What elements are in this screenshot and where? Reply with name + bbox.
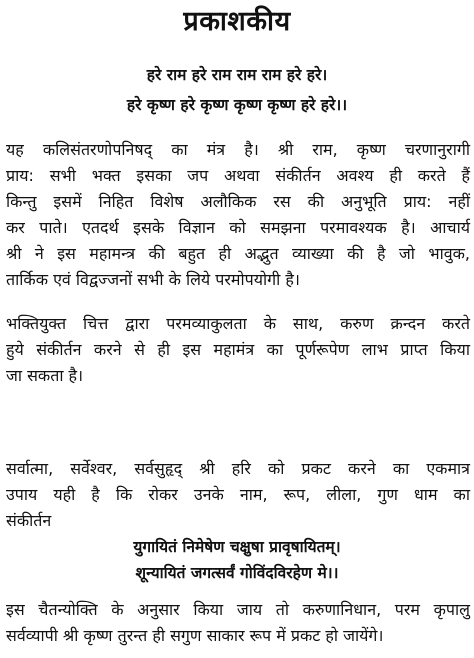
paragraph-line: श्री ने इस महामन्त्र की बहुत ही अद्भुत व्याख्या की है जो भावुक, xyxy=(6,244,470,263)
paragraph-means xyxy=(6,456,470,534)
paragraph-line: इस चैतन्योक्ति के अनुसार किया जाय तो करुणानिधान, परम कृपालु xyxy=(6,600,470,619)
paragraph-line: किन्तु इसमें निहित विशेष अलौकिक रस की अनुभूति प्राय: नहीं xyxy=(6,192,470,211)
paragraph-line: तार्किक एवं विद्वज्जनों सभी के लिये परमोपयोगी है। xyxy=(6,270,300,289)
paragraph-line: जा सकता है। xyxy=(6,366,84,385)
shloka-line-2: शून्यायितं जगत्सर्वं गोविंदविरहेण मे।। xyxy=(135,564,339,582)
shloka-line-1: युगायितं निमेषेण चक्षुषा प्रावृषायितम्। xyxy=(133,538,341,556)
paragraph-devotion xyxy=(6,311,470,389)
paragraph-line: सर्वात्मा, सर्वेश्वर, सर्वसुहृद् श्री हरि को प्रकट करने का एकमात्र xyxy=(6,459,470,478)
mantra-line-2: हरे कृष्ण हरे कृष्ण कृष्ण कृष्ण हरे हरे।। xyxy=(126,96,348,114)
mantra-line-1: हरे राम हरे राम राम राम हरे हरे। xyxy=(146,66,328,84)
paragraph-line: भक्तियुक्त चित्त द्वारा परमव्याकुलता के साथ, करुण क्रन्दन करते xyxy=(6,314,470,333)
paragraph-line: यह कलिसंतरणोपनिषद् का मंत्र है। श्री राम, कृष्ण चरणानुरागी xyxy=(6,140,470,159)
paragraph-line: सर्वव्यापी श्री कृष्ण तुरन्त ही सगुण साकार रूप में प्रकट हो जायेंगे। xyxy=(6,626,384,645)
paragraph-intro xyxy=(6,137,470,293)
paragraph-line: उपाय यही है कि रोकर उनके नाम, रूप, लीला, गुण धाम का xyxy=(6,485,470,504)
paragraph-line: हुये संकीर्तन करने से ही इस महामंत्र का पूर्णरूपेण लाभ प्राप्त किया xyxy=(6,340,470,359)
paragraph-line: कर पाते। एतदर्थ इसके विज्ञान को समझना परमावश्यक है। आचार्य xyxy=(6,218,470,237)
page-title: प्रकाशकीय xyxy=(183,6,291,37)
paragraph-line: संकीर्तन xyxy=(6,511,52,530)
paragraph-conclusion xyxy=(6,597,470,649)
paragraph-line: प्राय: सभी भक्त इसका जप अथवा संकीर्तन अवश्य ही करते हैं xyxy=(6,166,470,185)
